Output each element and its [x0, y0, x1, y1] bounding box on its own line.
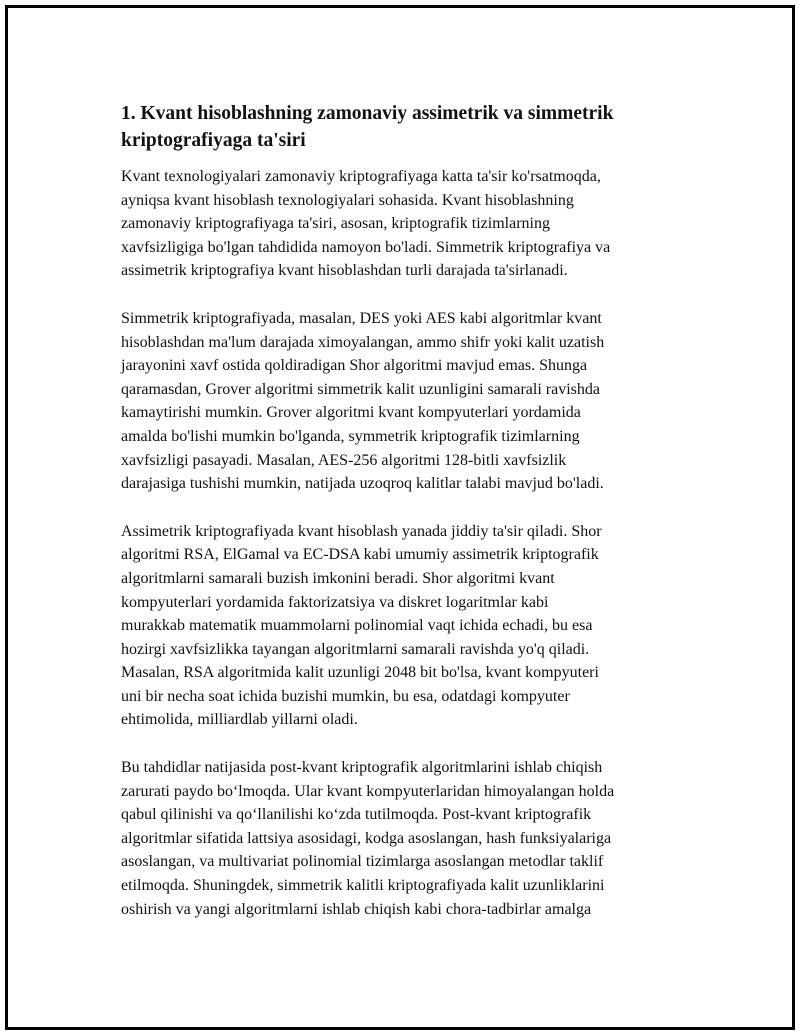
paragraph-post-quantum: [121, 756, 691, 921]
text-line: hisoblashdan ma'lum darajada ximoyalangan, ammo shifr yoki kalit uzatish: [121, 333, 605, 351]
text-line: uni bir necha soat ichida buzishi mumkin, bu esa, odatdagi kompyuter: [121, 687, 570, 705]
text-line: darajasiga tushishi mumkin, natijada uzoqroq kalitlar talabi mavjud bo'ladi.: [121, 475, 604, 493]
text-line: algoritmi RSA, ElGamal va EC-DSA kabi umumiy assimetrik kriptografik: [121, 546, 599, 564]
text-line: etilmoqda. Shuningdek, simmetrik kalitli kriptografiyada kalit uzunliklarini: [121, 877, 605, 895]
section-heading-line: 1. Kvant hisoblashning zamonaviy assimetrik va simmetrik: [121, 103, 614, 124]
text-line: kompyuterlari yordamida faktorizatsiya va diskret logaritmlar kabi: [121, 593, 549, 611]
text-line: qabul qilinishi va qo‘llanilishi ko‘zda tutilmoqda. Post-kvant kriptografik: [121, 806, 592, 824]
text-line: zamonaviy kriptografiyaga ta'siri, asosan, kriptografik tizimlarning: [121, 215, 550, 233]
text-line: murakkab matematik muammolarni polinomial vaqt ichida echadi, bu esa: [121, 617, 593, 635]
text-line: qaramasdan, Grover algoritmi simmetrik kalit uzunligini samarali ravishda: [121, 380, 600, 398]
text-line: xavfsizligiga bo'lgan tahdidida namoyon bo'ladi. Simmetrik kriptografiya va: [121, 238, 611, 256]
text-line: oshirish va yangi algoritmlarni ishlab chiqish kabi chora-tadbirlar amalga: [121, 900, 592, 918]
text-line: kamaytirishi mumkin. Grover algoritmi kvant kompyuterlari yordamida: [121, 404, 581, 422]
document-body: [121, 100, 691, 945]
text-line: asoslangan, va multivariat polinomial tizimlarga asoslangan metodlar taklif: [121, 853, 604, 871]
text-line: Simmetrik kriptografiyada, masalan, DES yoki AES kabi algoritmlar kvant: [121, 309, 602, 327]
paragraph-intro: [121, 165, 691, 283]
text-line: ayniqsa kvant hisoblash texnologiyalari sohasida. Kvant hisoblashning: [121, 191, 574, 209]
paragraph-asymmetric: [121, 520, 691, 732]
text-line: Assimetrik kriptografiyada kvant hisoblash yanada jiddiy ta'sir qiladi. Shor: [121, 522, 602, 540]
paragraph-symmetric: [121, 307, 691, 496]
section-heading-line: kriptografiyaga ta'siri: [121, 130, 306, 151]
text-line: zarurati paydo bo‘lmoqda. Ular kvant kompyuterlaridan himoyalangan holda: [121, 782, 615, 800]
text-line: jarayonini xavf ostida qoldiradigan Shor algoritmi mavjud emas. Shunga: [121, 357, 588, 375]
text-line: Kvant texnologiyalari zamonaviy kriptografiyaga katta ta'sir ko'rsatmoqda,: [121, 168, 601, 185]
text-line: hozirgi xavfsizlikka tayangan algoritmlarni samarali ravishda yo'q qiladi.: [121, 640, 590, 658]
text-line: assimetrik kriptografiya kvant hisoblashdan turli darajada ta'sirlanadi.: [121, 262, 568, 280]
text-line: algoritmlar sifatida lattsiya asosidagi, kodga asoslangan, hash funksiyalariga: [121, 829, 612, 847]
text-line: Bu tahdidlar natijasida post-kvant kriptografik algoritmlarini ishlab chiqish: [121, 759, 603, 777]
text-line: algoritmlarni samarali buzish imkonini beradi. Shor algoritmi kvant: [121, 569, 555, 587]
text-line: amalda bo'lishi mumkin bo'lganda, symmetrik kriptografik tizimlarning: [121, 427, 580, 445]
section-heading: [121, 100, 691, 154]
text-line: xavfsizligi pasayadi. Masalan, AES-256 algoritmi 128-bitli xavfsizlik: [121, 451, 567, 469]
page-frame: [5, 5, 795, 1030]
text-line: Masalan, RSA algoritmida kalit uzunligi 2048 bit bo'lsa, kvant kompyuteri: [121, 664, 599, 682]
text-line: ehtimolida, milliardlab yillarni oladi.: [121, 711, 358, 729]
